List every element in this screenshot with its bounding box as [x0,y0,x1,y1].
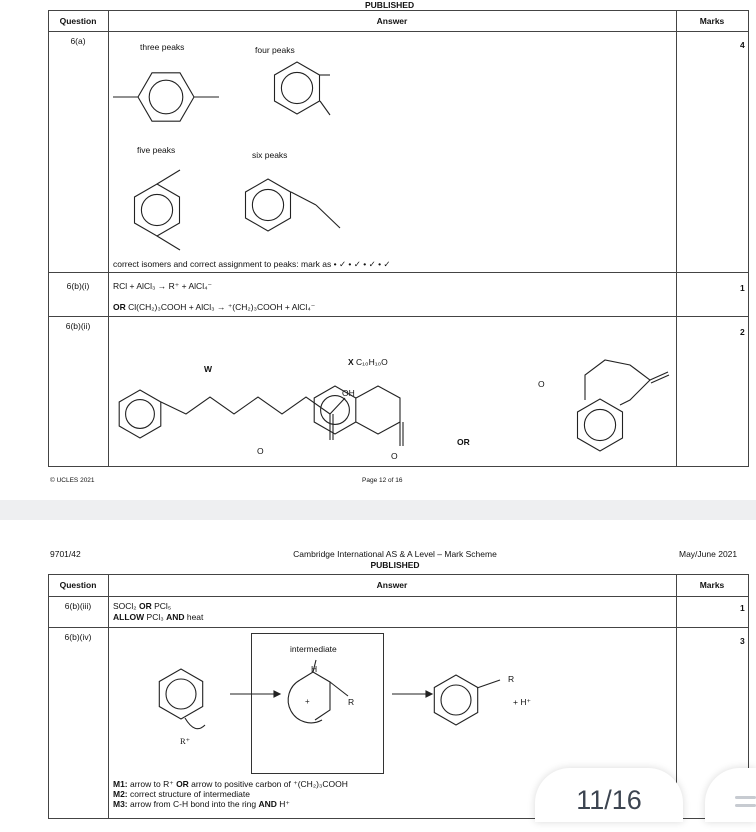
allow-label: ALLOW [113,612,145,622]
c-oh-bond [330,398,345,414]
ketone-bond [650,372,668,380]
question-6bii: 6(b)(ii) [65,321,91,331]
bond [316,205,340,228]
footer-page-number: Page 12 of 16 [362,477,403,484]
and-label: AND [258,799,277,809]
label-oh: OH [342,388,355,398]
reagent-pcl5: PCl₅ [154,601,172,611]
published-label-2: PUBLISHED [370,560,420,570]
label-r-product: R [508,674,515,684]
x-letter: X [348,357,354,367]
assignment-note: correct isomers and correct assignment to peaks: mark as • ✓ • ✓ • ✓ • ✓ [113,259,391,269]
equation-2-text: Cl(CH₂)₃COOH + AlCl₃ → ⁺(CH₂)₃COOH + AlCl₄⁻ [125,302,316,312]
marks-6biii: 1 [740,603,745,613]
bond [157,236,180,250]
label-h: H [311,664,318,674]
aromatic-circle [281,72,312,103]
x-formula: C₁₀H₁₀O [356,357,388,367]
aromatic-circle [166,679,196,709]
m3-text-end: H⁺ [276,799,290,809]
header-question-2: Question [59,580,97,590]
arrow-head [274,691,280,697]
label-o: O [257,446,264,456]
question-6biv: 6(b)(iv) [64,632,92,642]
header-marks-2: Marks [699,580,725,590]
label-w: W [204,364,213,374]
bridge-chain [585,360,650,405]
label-r-intermediate: R [348,697,355,707]
or-label: OR [113,302,126,312]
marks-6bii: 2 [740,327,745,337]
intermediate-label: intermediate [290,644,337,654]
curly-arrow [185,718,205,729]
c-r-bond [477,680,500,688]
bond [157,170,180,184]
marks-6bi: 1 [740,283,745,293]
header-marks: Marks [699,16,725,26]
arrow-head [426,691,432,697]
marks-6a: 4 [740,40,745,50]
aromatic-circle [149,80,183,114]
m1-label: M1: [113,779,128,789]
label-four-peaks: four peaks [255,45,295,55]
bond [291,192,316,205]
aromatic-circle [141,194,172,225]
label-five-peaks: five peaks [137,145,176,155]
m2-text: correct structure of intermediate [127,789,250,799]
paper-code: 9701/42 [50,549,81,559]
carbon-chain [161,397,330,414]
m3-label: M3: [113,799,128,809]
bond [320,101,330,115]
footer-copyright: © UCLES 2021 [50,477,95,484]
m1-text-end: arrow to positive carbon of ⁺(CH₂)₃COOH [188,779,348,789]
aromatic-circle [126,400,155,429]
header-question: Question [59,16,97,26]
label-r-plus: R⁺ [180,736,191,746]
marks-6biv: 3 [740,636,745,646]
question-6a: 6(a) [70,36,86,46]
hamburger-icon [735,796,756,799]
m1-text: arrow to R⁺ [127,779,177,789]
header-answer: Answer [376,16,408,26]
header-answer-2: Answer [376,580,408,590]
label-o-x: O [391,451,398,461]
m2-label: M2: [113,789,128,799]
aromatic-circle [252,189,283,220]
reagent-pcl3: PCl₃ [144,612,167,622]
and-label: AND [166,612,185,622]
c-h-bond [313,660,316,672]
c-r-bond [330,682,348,696]
question-6biii: 6(b)(iii) [64,601,92,611]
session-label: May/June 2021 [679,549,738,559]
page-indicator[interactable]: 11/16 [535,768,683,822]
m3-text: arrow from C-H bond into the ring [127,799,259,809]
or-label: OR [136,601,155,611]
ketone-double-bond [651,375,669,383]
label-o-alt: O [538,379,545,389]
heat-label: heat [184,612,204,622]
question-6bi: 6(b)(i) [66,281,90,291]
label-three-peaks: three peaks [140,42,185,52]
label-six-peaks: six peaks [252,150,288,160]
document-title: Cambridge International AS & A Level – Mark Scheme [293,549,497,559]
or-label: OR [176,779,189,789]
hamburger-icon [735,804,756,807]
fused-ring [356,386,400,434]
published-label: PUBLISHED [365,0,415,10]
positive-charge: + [305,697,310,706]
label-plus-h: + H⁺ [513,697,531,707]
label-or: OR [457,437,470,447]
reagent-socl2: SOCl₂ [113,601,137,611]
equation-1: RCl + AlCl₃ → R⁺ + AlCl₄⁻ [113,281,213,291]
aromatic-circle [441,685,471,715]
intermediate-ring [300,672,330,720]
aromatic-circle [584,409,615,440]
